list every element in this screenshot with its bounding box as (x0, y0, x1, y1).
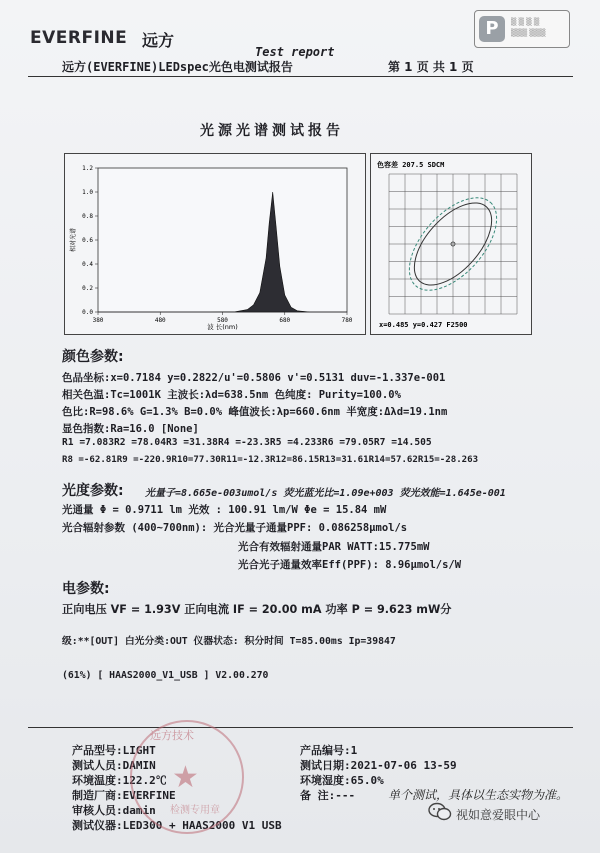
y-tick-label: 1.2 (82, 165, 93, 172)
y-tick-label: 0.6 (82, 237, 93, 244)
cie-svg (371, 154, 531, 334)
seal-text-bottom: 检测专用章 (170, 805, 220, 816)
logo-text-2: ▒▒▒ ▒▒▒ (511, 29, 546, 37)
page-info: 第 1 页 共 1 页 (388, 60, 474, 74)
y-tick-label: 0.2 (82, 285, 93, 292)
wechat-account: 视如意爱眼中心 (456, 808, 541, 822)
x-tick-label: 580 (217, 317, 228, 324)
x-axis-label: 波 长(nm) (207, 323, 238, 331)
color-line-4: 显色指数:Ra=16.0 [None] (62, 423, 199, 435)
logo-text-1: ▒ ▒ ▒ ▒ (511, 18, 540, 26)
electrical-line-3: (61%) [ HAAS2000_V1_USB ] V2.00.270 (62, 670, 269, 681)
color-params-heading: 颜色参数: (62, 349, 124, 365)
y-axis-label: 相对光谱 (70, 227, 77, 253)
header-rule (28, 76, 573, 77)
y-tick-label: 0.4 (82, 261, 93, 268)
photometric-line-4: 光合有效辐射通量PAR WATT:15.775mW (238, 541, 430, 553)
manufacturer: 制造厂商:EVERFINE (72, 789, 176, 802)
photometric-heading: 光度参数: (62, 483, 124, 499)
product-no: 产品编号:1 (300, 744, 358, 757)
test-date: 测试日期:2021-07-06 13-59 (300, 759, 457, 772)
y-tick-label: 1.0 (82, 189, 93, 196)
env-humidity: 环境湿度:65.0% (300, 774, 384, 787)
electrical-line-1: 正向电压 VF = 1.93V 正向电流 IF = 20.00 mA 功率 P = 9.623 mW分 (62, 603, 452, 616)
report-heading: 光源光谱测试报告 (200, 123, 344, 139)
x-tick-label: 380 (92, 317, 104, 324)
y-tick-label: 0.0 (82, 309, 93, 316)
instrument: 测试仪器:LED300 + HAAS2000 V1 USB (72, 819, 282, 832)
photometric-line-1: 光量子=8.665e-003umol/s 荧光蓝光比=1.09e+003 荧光效能=1.645e-001 (145, 488, 506, 499)
color-line-2: 相关色温:Tc=1001K 主波长:λd=638.5nm 色纯度: Purity=100.0% (62, 389, 401, 401)
brand-cn: 远方 (142, 31, 175, 50)
spectrum-chart (64, 153, 366, 335)
spectrum-svg (65, 154, 365, 334)
title-cn: 远方(EVERFINE)LEDspec光色电测试报告 (62, 60, 293, 74)
cie-footer: x=0.485 y=0.427 F2500 (379, 321, 468, 329)
electrical-line-2: 级:**[OUT] 白光分类:OUT 仪器状态: 积分时间 T=85.00ms Ip=39847 (62, 636, 396, 647)
photometric-line-5: 光合光子通量效率Eff(PPF): 8.96μmol/s/W (238, 559, 462, 571)
logo-text (511, 17, 546, 39)
photometric-line-2: 光通量 Φ = 0.9711 lm 光效 : 100.91 lm/W Φe = 15.84 mW (62, 504, 387, 516)
seal-text-top: 远方技术 (150, 729, 194, 742)
logo-letter: P (479, 16, 505, 42)
color-line-3: 色比:R=98.6% G=1.3% B=0.0% 峰值波长:λp=660.6nm 半宽度:Δλd=19.1nm (62, 406, 448, 418)
x-tick-label: 680 (279, 317, 291, 324)
electrical-heading: 电参数: (62, 581, 110, 597)
plot-area (98, 168, 347, 312)
photometric-line-3: 光合辐射参数 (400~700nm): 光合光量子通量PPF: 0.086258μmol/s (62, 522, 408, 534)
color-line-6: R8 =-62.81R9 =-220.9R10=77.30R11=-12.3R12=86.15R13=31.61R14=57.62R15=-28.263 (62, 455, 479, 465)
footer-rule (28, 727, 573, 728)
brand-logo: EVERFINE (30, 28, 128, 48)
env-temp: 环境温度:122.2℃ (72, 774, 167, 787)
wechat-icon (428, 802, 452, 822)
tester: 测试人员:DAMIN (72, 759, 156, 772)
color-tolerance-chart (370, 153, 532, 335)
x-tick-label: 480 (154, 317, 166, 324)
remark: 备 注:--- (300, 789, 356, 802)
color-line-5: R1 =7.083R2 =78.04R3 =31.38R4 =-23.3R5 =4.233R6 =79.05R7 =14.505 (62, 437, 432, 448)
title-en: Test report (255, 45, 335, 59)
remark-handwritten: 单个测试，具体以生态实物为准。 (388, 788, 569, 802)
cie-title: 色容差 207.5 SDCM (377, 161, 445, 169)
y-tick-label: 0.8 (82, 213, 93, 220)
quality-logo (474, 10, 570, 48)
color-line-1: 色品坐标:x=0.7184 y=0.2822/u'=0.5806 v'=0.5131 duv=-1.337e-001 (62, 372, 446, 384)
seal-star-icon: ★ (172, 760, 199, 795)
product-model: 产品型号:LIGHT (72, 744, 156, 757)
reviewer: 审核人员:damin (72, 804, 156, 817)
x-tick-label: 780 (341, 317, 353, 324)
